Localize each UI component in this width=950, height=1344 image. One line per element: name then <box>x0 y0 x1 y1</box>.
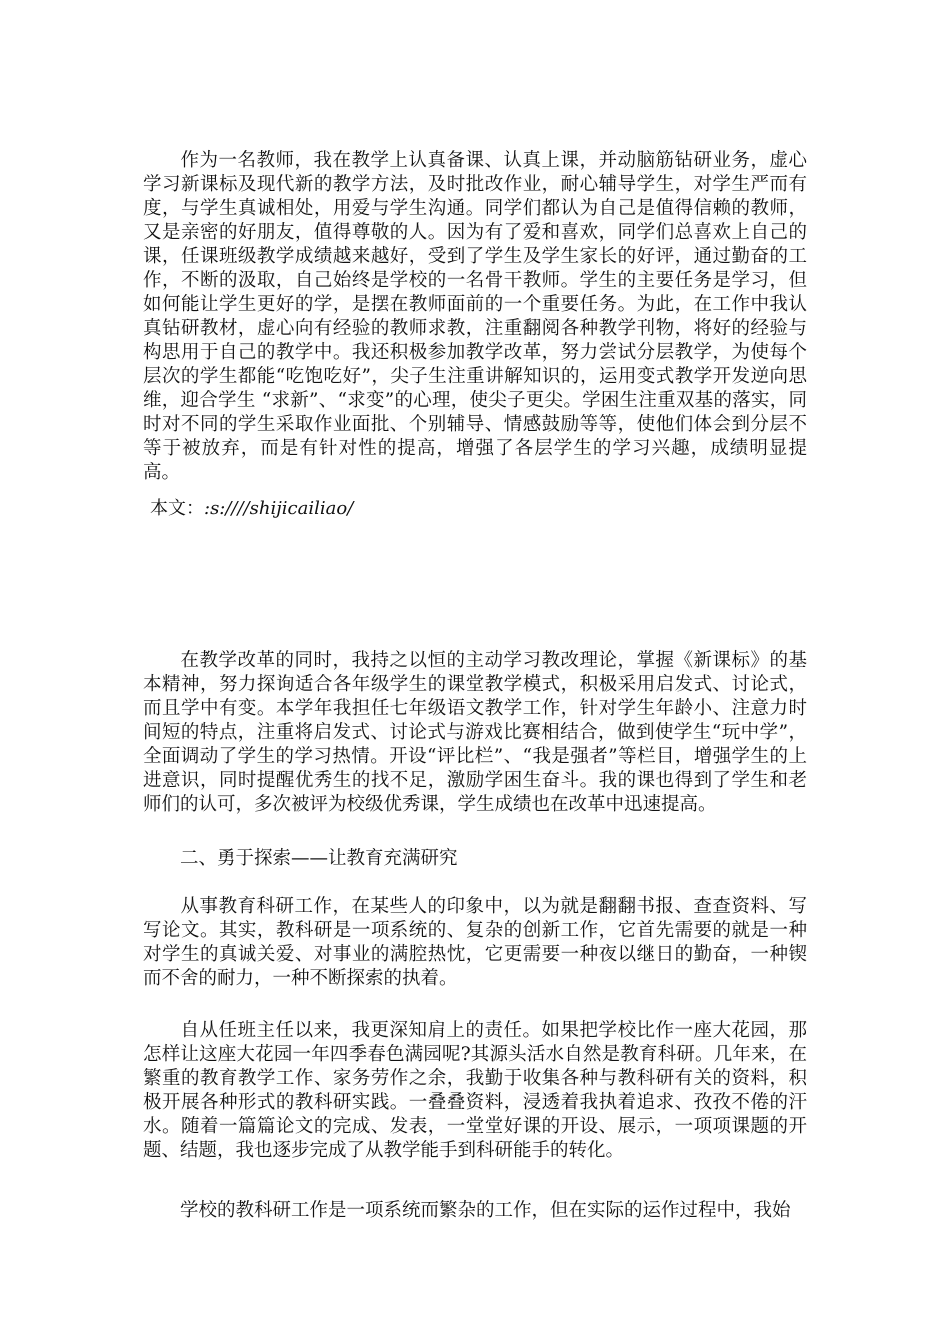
source-label: 本文： <box>150 498 204 519</box>
paragraph-text: 从事教育科研工作，在某些人的印象中，以为就是翻翻书报、查查资料、写写论文。其实，教科研是一项系统的、复杂的创新工作，它首先需要的就是一种对学生的真诚关爱、对事业的满腔热忱，它更需要一种夜以继日的勤奋，一种锲而不舍的耐力，一种不断探索的执着。 <box>143 896 807 989</box>
source-url: :s:////shijicailiao/ <box>204 498 354 519</box>
paragraph-research-intro <box>143 895 807 991</box>
paragraph-text: 作为一名教师，我在教学上认真备课、认真上课，并动脑筋钻研业务，虚心学习新课标及现代新的教学方法，及时批改作业，耐心辅导学生，对学生严而有度，与学生真诚相处，用爱与学生沟通。同学们都认为自己是值得信赖的教师，又是亲密的好朋友，值得尊敬的人。因为有了爱和喜欢，同学们总喜欢上自己的课，任课班级教学成绩越来越好，受到了学生及学生家长的好评，通过勤奋的工作，不断的汲取，自己始终是学校的一名骨干教师。学生的主要任务是学习，但如何能让学生更好的学，是摆在教师面前的一个重要任务。为此，在工作中我认真钻研教材，虚心向有经验的教师求教，注重翻阅各种教学刊物，将好的经验与构思用于自己的教学中。我还积极参加教学改革，努力尝试分层教学，为使每个层次的学生都能“吃饱吃好”，尖子生注重讲解知识的，运用变式教学开发逆向思维，迎合学生 “求新”、“求变”的心理，使尖子更尖。学困生注重双基的落实，同时对不同的学生采取作业面批、个别辅导、情感鼓励等等，使他们体会到分层不等于被放弃，而是有针对性的提高，增强了各层学生的学习兴趣，成绩明显提高。 <box>143 150 807 483</box>
paragraph-text: 自从任班主任以来，我更深知肩上的责任。如果把学校比作一座大花园，那怎样让这座大花园一年四季春色满园呢?其源头活水自然是教育科研。几年来，在繁重的教育教学工作、家务劳作之余，我勤于收集各种与教科研有关的资料，积极开展各种形式的教科研实践。一叠叠资料，浸透着我执着追求、孜孜不倦的汗水。随着一篇篇论文的完成、发表，一堂堂好课的开设、展示，一项项课题的开题、结题，我也逐步完成了从教学能手到科研能手的转化。 <box>143 1020 807 1161</box>
source-line <box>150 497 353 521</box>
paragraph-teaching-practice <box>143 149 807 485</box>
paragraph-text: 学校的教科研工作是一项系统而繁杂的工作，但在实际的运作过程中，我始 <box>180 1200 791 1221</box>
paragraph-research-work <box>143 1199 807 1223</box>
paragraph-research-practice <box>143 1019 807 1163</box>
section-heading: 二、勇于探索——让教育充满研究 <box>180 848 458 869</box>
paragraph-teaching-reform <box>143 649 807 817</box>
paragraph-text: 在教学改革的同时，我持之以恒的主动学习教改理论，掌握《新课标》的基本精神，努力探询适合各年级学生的课堂教学模式，积极采用启发式、讨论式，而且学中有变。本学年我担任七年级语文教学工作，针对学生年龄小、注意力时间短的特点，注重将启发式、讨论式与游戏比赛相结合，做到使学生“玩中学”，全面调动了学生的学习热情。开设“评比栏”、“我是强者”等栏目，增强学生的上进意识，同时提醒优秀生的找不足，激励学困生奋斗。我的课也得到了学生和老师们的认可，多次被评为校级优秀课，学生成绩也在改革中迅速提高。 <box>143 650 807 815</box>
